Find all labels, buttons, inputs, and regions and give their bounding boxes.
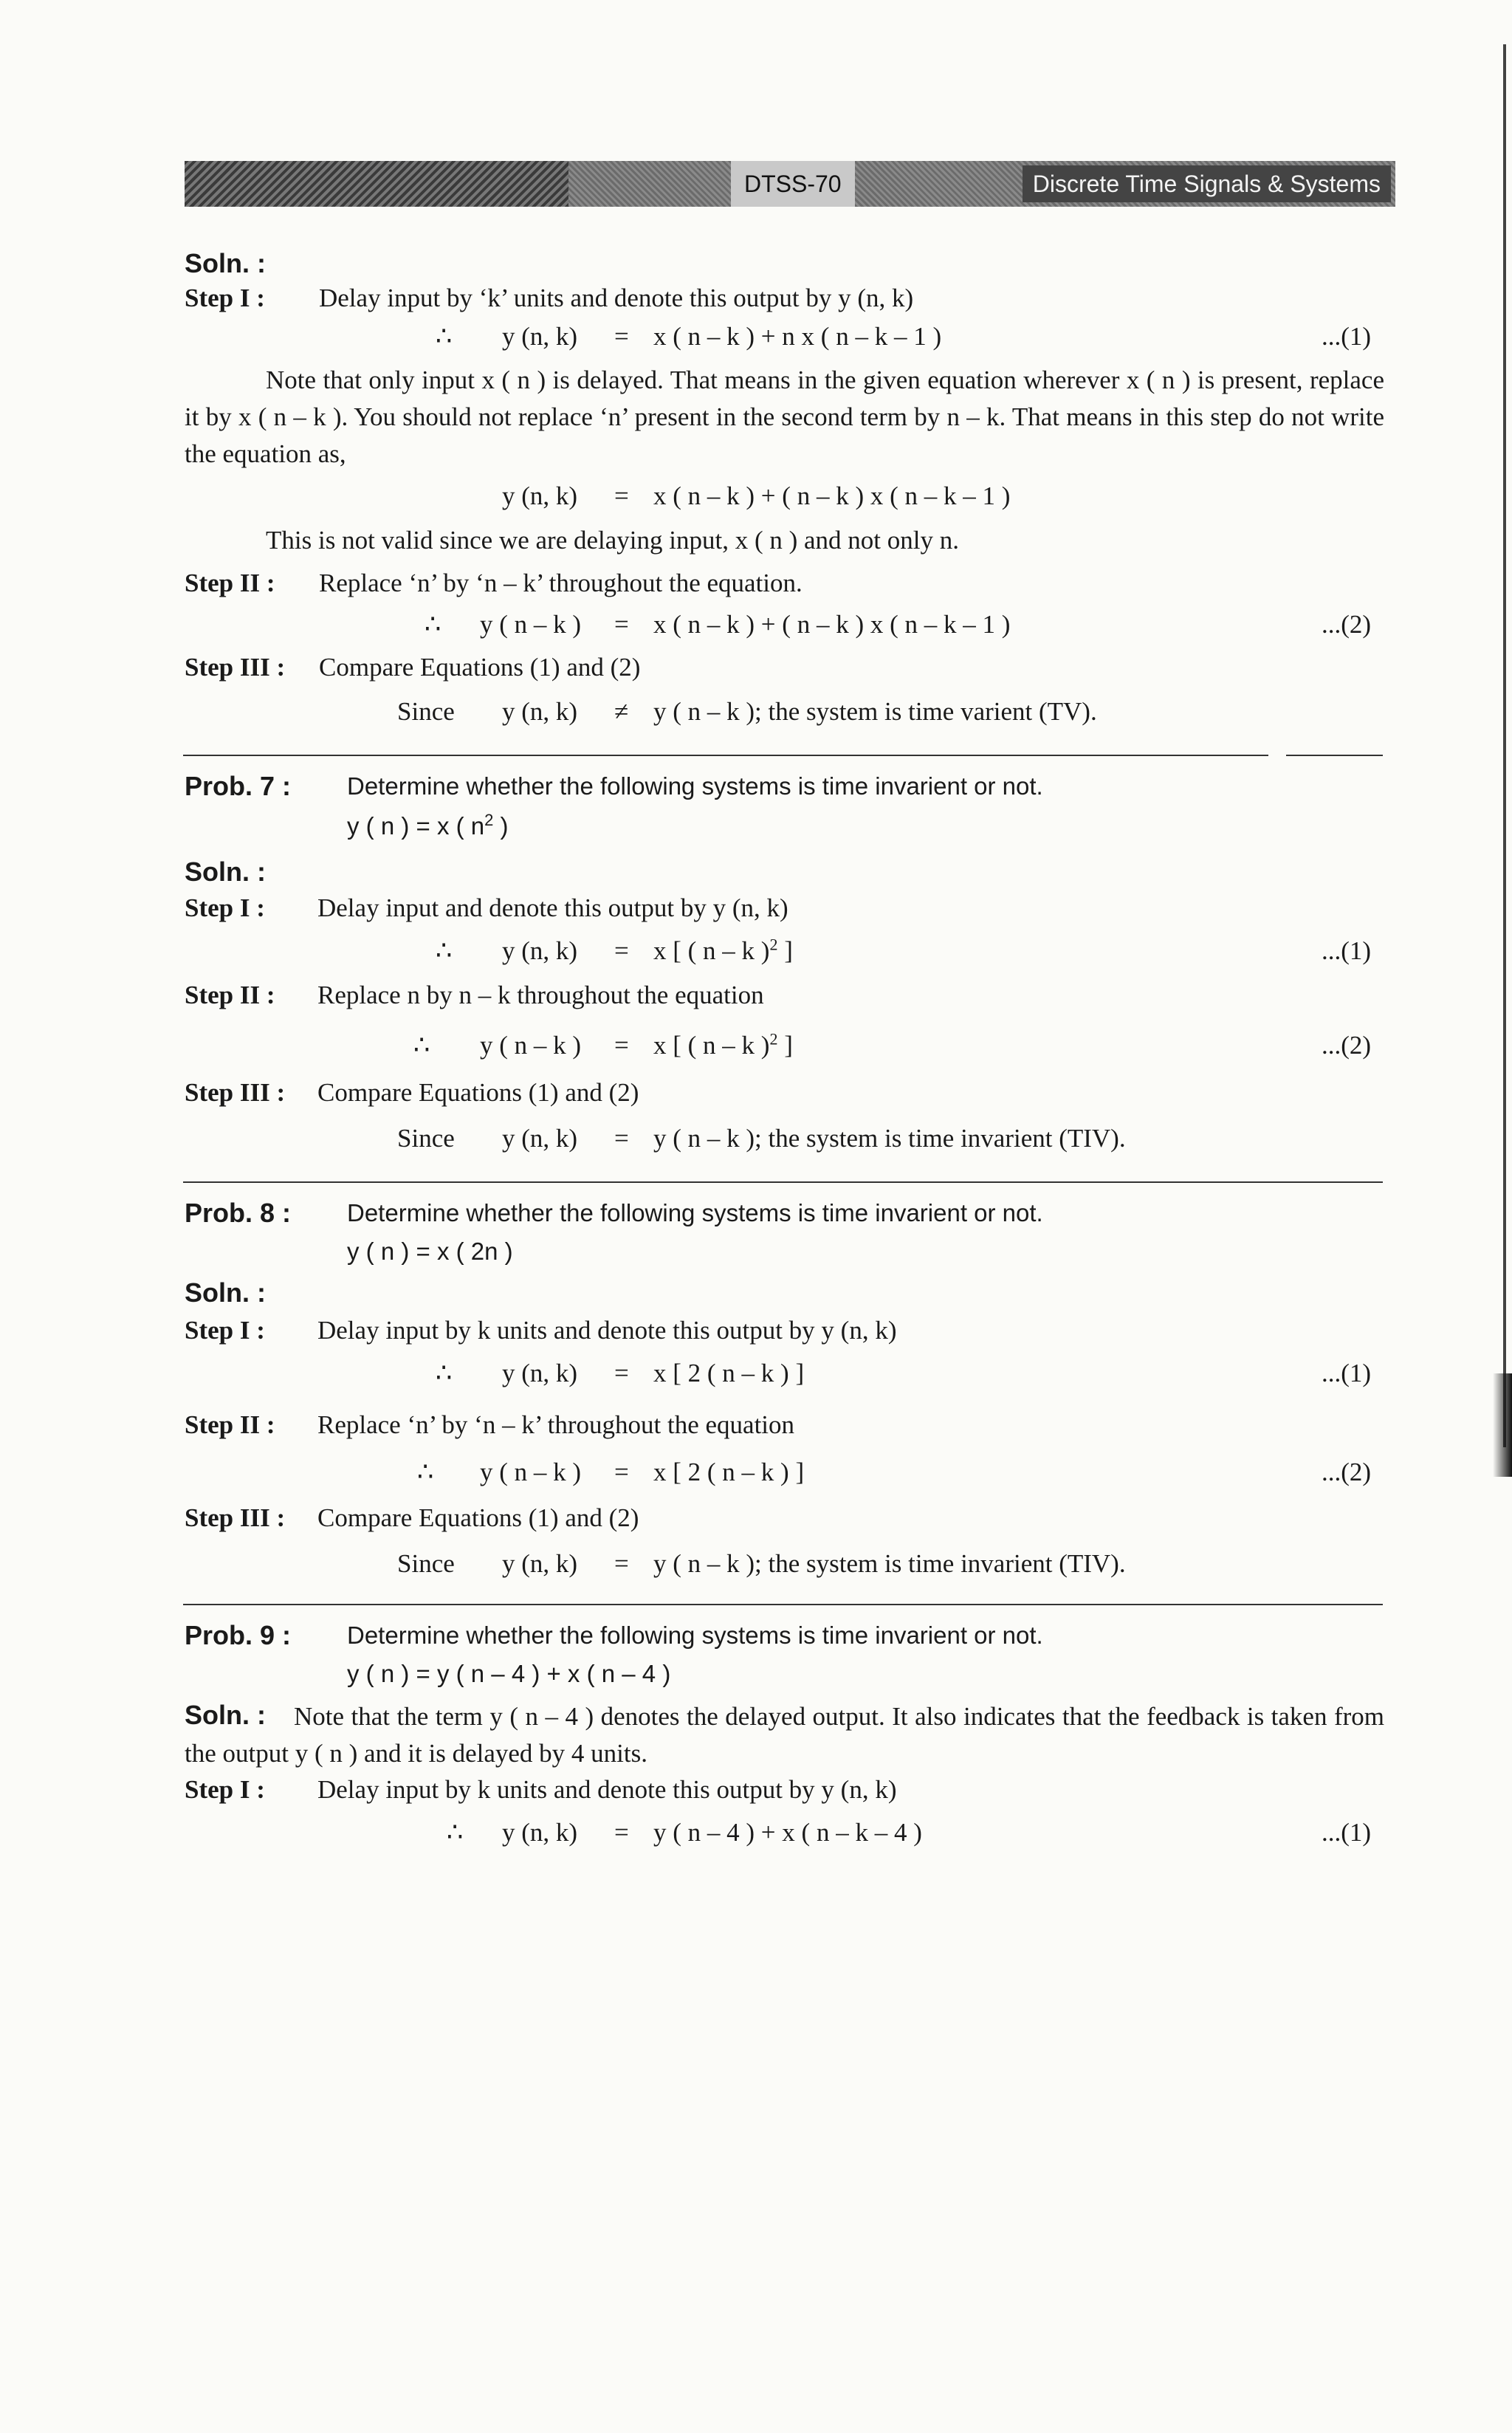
equation-number: ...(2) bbox=[1322, 610, 1372, 639]
step-label: Step I : bbox=[185, 284, 265, 312]
equation-lhs: y (n, k) bbox=[502, 1124, 578, 1153]
equation-relation: = bbox=[614, 936, 629, 965]
equation-relation: = bbox=[614, 481, 629, 510]
therefore-symbol: ∴ bbox=[413, 1031, 430, 1060]
equation-rhs: x [ ( n – k )$^2$ ] bbox=[653, 1029, 793, 1060]
step-text: Compare Equations (1) and (2) bbox=[319, 653, 641, 682]
problem-label: Prob. 7 : bbox=[185, 771, 292, 801]
equation-relation: = bbox=[614, 1818, 629, 1847]
scan-edge bbox=[1503, 44, 1506, 1447]
section-divider bbox=[183, 1181, 1383, 1183]
equation-relation: = bbox=[614, 1031, 629, 1060]
equation-relation: = bbox=[614, 1458, 629, 1486]
section-divider bbox=[183, 755, 1268, 756]
therefore-symbol: ∴ bbox=[436, 936, 453, 965]
conclusion-text: y ( n – k ); the system is time invarient (TIV). bbox=[653, 1549, 1126, 1578]
step-label: Step III : bbox=[185, 1503, 286, 1532]
section-divider bbox=[1286, 755, 1383, 756]
scan-shadow bbox=[1493, 1373, 1512, 1477]
note-paragraph: Note that only input x ( n ) is delayed. That means in the given equation wherever x ( n ) is present, replace it by x ( n – k ). You should not replace ‘n’ present in the second term by n – k. That means in this step do not write the equation as, bbox=[185, 366, 1384, 468]
soln-label: Soln. : bbox=[185, 1700, 266, 1730]
since-word: Since bbox=[397, 1549, 455, 1578]
given-equation: y ( n ) = y ( n – 4 ) + x ( n – 4 ) bbox=[347, 1660, 671, 1687]
equation-lhs: y (n, k) bbox=[502, 936, 578, 965]
step-label: Step II : bbox=[185, 569, 275, 597]
therefore-symbol: ∴ bbox=[417, 1458, 434, 1486]
body-text: This is not valid since we are delaying input, x ( n ) and not only n. bbox=[266, 526, 959, 555]
conclusion-text: y ( n – k ); the system is time invarient (TIV). bbox=[653, 1124, 1126, 1153]
soln-paragraph: Note that the term y ( n – 4 ) denotes the delayed output. It also indicates that the feedback is taken from the output y ( n ) and it is delayed by 4 units. bbox=[185, 1702, 1384, 1768]
equation-lhs: y (n, k) bbox=[502, 1549, 578, 1578]
equation-number: ...(2) bbox=[1322, 1458, 1372, 1486]
step-label: Step I : bbox=[185, 1775, 265, 1804]
step-label: Step I : bbox=[185, 1316, 265, 1345]
section-divider bbox=[183, 1604, 1383, 1605]
header-pattern bbox=[185, 161, 568, 207]
step-text: Compare Equations (1) and (2) bbox=[317, 1078, 639, 1107]
equation-relation: = bbox=[614, 322, 629, 351]
equation-relation: = bbox=[614, 1549, 629, 1578]
equation-rhs: x [ 2 ( n – k ) ] bbox=[653, 1359, 805, 1387]
conclusion-text: y ( n – k ); the system is time varient (TV). bbox=[653, 697, 1097, 726]
soln-label: Soln. : bbox=[185, 857, 266, 887]
step-label: Step II : bbox=[185, 981, 275, 1009]
problem-label: Prob. 8 : bbox=[185, 1198, 292, 1228]
equation-number: ...(2) bbox=[1322, 1031, 1372, 1060]
step-label: Step II : bbox=[185, 1410, 275, 1439]
equation-relation: = bbox=[614, 610, 629, 639]
problem-question: Determine whether the following systems is time invarient or not. bbox=[347, 772, 1043, 800]
step-text: Replace ‘n’ by ‘n – k’ throughout the equation bbox=[317, 1410, 795, 1439]
step-text: Delay input by ‘k’ units and denote this output by y (n, k) bbox=[319, 284, 914, 312]
therefore-symbol: ∴ bbox=[447, 1818, 464, 1847]
chapter-title: Discrete Time Signals & Systems bbox=[1023, 165, 1391, 202]
soln-label: Soln. : bbox=[185, 248, 266, 278]
problem-label: Prob. 9 : bbox=[185, 1620, 292, 1650]
step-label: Step I : bbox=[185, 893, 265, 922]
page-code: DTSS-70 bbox=[731, 161, 855, 207]
equation-number: ...(1) bbox=[1322, 1359, 1372, 1387]
step-text: Delay input by k units and denote this output by y (n, k) bbox=[317, 1316, 897, 1345]
since-word: Since bbox=[397, 697, 455, 726]
equation-lhs: y (n, k) bbox=[502, 1359, 578, 1387]
equation-rhs: x ( n – k ) + ( n – k ) x ( n – k – 1 ) bbox=[653, 610, 1011, 639]
since-word: Since bbox=[397, 1124, 455, 1153]
equation-lhs: y ( n – k ) bbox=[480, 610, 582, 639]
given-equation: y ( n ) = x ( 2n ) bbox=[347, 1238, 513, 1265]
soln-label: Soln. : bbox=[185, 1277, 266, 1308]
step-text: Delay input by k units and denote this output by y (n, k) bbox=[317, 1775, 897, 1804]
step-text: Replace ‘n’ by ‘n – k’ throughout the equation. bbox=[319, 569, 803, 597]
step-label: Step III : bbox=[185, 653, 286, 682]
step-text: Compare Equations (1) and (2) bbox=[317, 1503, 639, 1532]
equation-relation: = bbox=[614, 1359, 629, 1387]
equation-rhs: y ( n – 4 ) + x ( n – k – 4 ) bbox=[653, 1818, 922, 1847]
step-text: Delay input and denote this output by y (n, k) bbox=[317, 893, 788, 922]
given-equation: y ( n ) = x ( $n^2$ ) bbox=[347, 811, 509, 840]
equation-rhs: x ( n – k ) + ( n – k ) x ( n – k – 1 ) bbox=[653, 481, 1011, 510]
equation-rhs: x ( n – k ) + n x ( n – k – 1 ) bbox=[653, 322, 942, 351]
step-text: Replace n by n – k throughout the equation bbox=[317, 981, 764, 1009]
equation-lhs: y (n, k) bbox=[502, 322, 578, 351]
therefore-symbol: ∴ bbox=[436, 322, 453, 351]
equation-lhs: y (n, k) bbox=[502, 1818, 578, 1847]
problem-question: Determine whether the following systems is time invarient or not. bbox=[347, 1622, 1043, 1649]
equation-number: ...(1) bbox=[1322, 1818, 1372, 1847]
running-header bbox=[185, 161, 1395, 207]
equation-number: ...(1) bbox=[1322, 322, 1372, 351]
equation-rhs: x [ ( n – k )$^2$ ] bbox=[653, 935, 793, 965]
problem-question: Determine whether the following systems is time invarient or not. bbox=[347, 1199, 1043, 1226]
therefore-symbol: ∴ bbox=[436, 1359, 453, 1387]
equation-relation: ≠ bbox=[614, 697, 629, 726]
equation-lhs: y (n, k) bbox=[502, 697, 578, 726]
therefore-symbol: ∴ bbox=[425, 610, 441, 639]
equation-relation: = bbox=[614, 1124, 629, 1153]
equation-rhs: x [ 2 ( n – k ) ] bbox=[653, 1458, 805, 1486]
step-label: Step III : bbox=[185, 1078, 286, 1107]
equation-lhs: y ( n – k ) bbox=[480, 1031, 582, 1060]
equation-number: ...(1) bbox=[1322, 936, 1372, 965]
equation-lhs: y ( n – k ) bbox=[480, 1458, 582, 1486]
equation-lhs: y (n, k) bbox=[502, 481, 578, 510]
